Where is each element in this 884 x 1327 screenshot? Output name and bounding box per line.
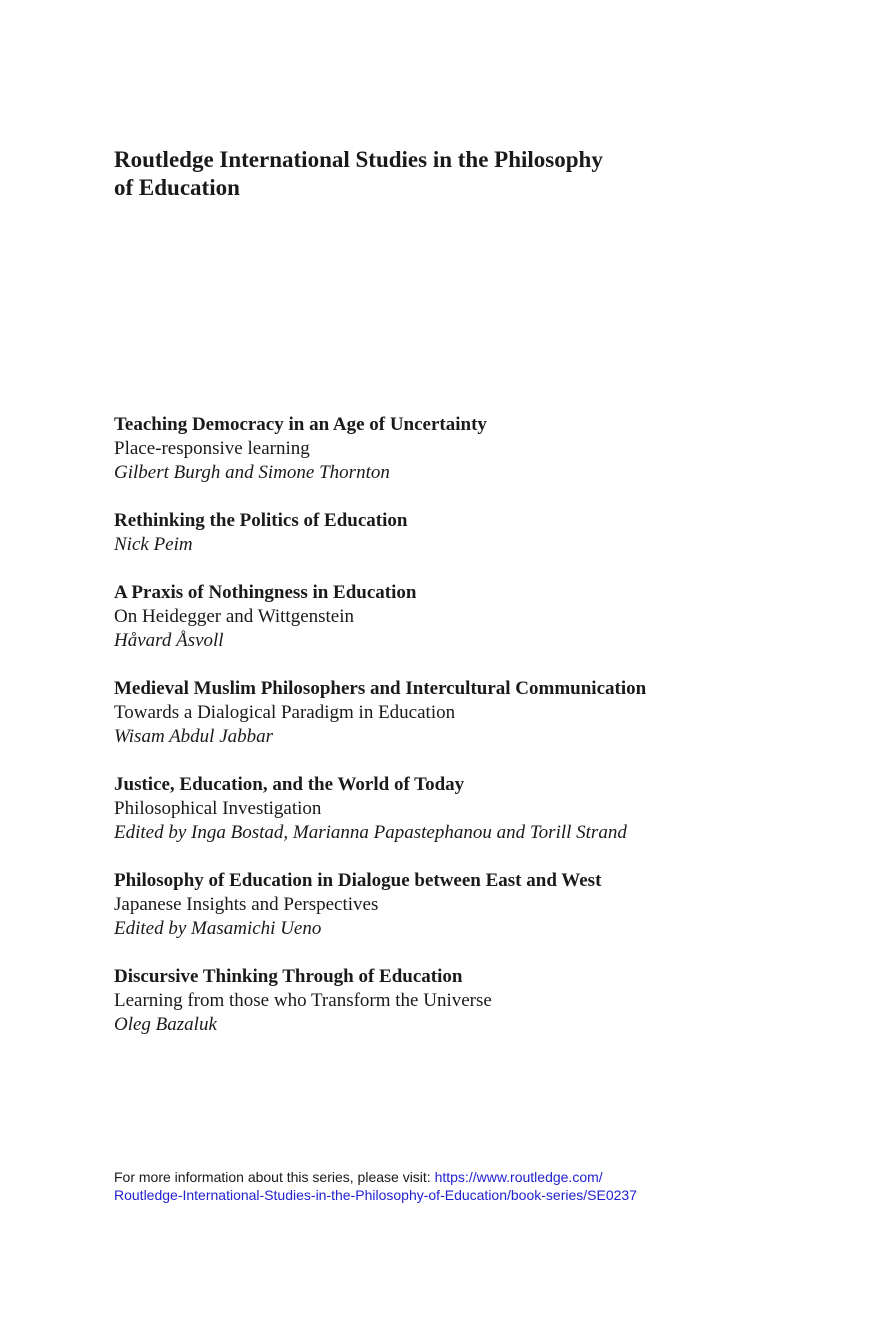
book-title: Rethinking the Politics of Education	[114, 510, 408, 531]
book-entry	[114, 869, 814, 941]
series-title	[114, 146, 714, 202]
book-author: Oleg Bazaluk	[114, 1014, 217, 1035]
book-author: Håvard Åsvoll	[114, 630, 224, 651]
book-subtitle: Learning from those who Transform the Universe	[114, 990, 492, 1011]
book-entry	[114, 773, 814, 845]
series-link-part-2[interactable]: Routledge-International-Studies-in-the-Philosophy-of-Education/book-series/SE0237	[114, 1187, 637, 1203]
book-author: Edited by Masamichi Ueno	[114, 918, 322, 939]
book-title: Philosophy of Education in Dialogue between East and West	[114, 870, 602, 891]
book-entry	[114, 965, 814, 1037]
book-entry	[114, 509, 814, 557]
book-title: Discursive Thinking Through of Education	[114, 966, 463, 987]
series-title-line-2: of Education	[114, 175, 240, 200]
book-title: Justice, Education, and the World of Today	[114, 774, 465, 795]
book-entry	[114, 677, 814, 749]
book-entry	[114, 413, 814, 485]
book-subtitle: Japanese Insights and Perspectives	[114, 894, 379, 915]
series-link-part-1[interactable]: https://www.routledge.com/	[434, 1169, 603, 1185]
book-author: Edited by Inga Bostad, Marianna Papastephanou and Torill Strand	[114, 822, 627, 843]
book-subtitle: Place-responsive learning	[114, 438, 310, 459]
book-subtitle: Towards a Dialogical Paradigm in Education	[114, 702, 456, 723]
book-title: A Praxis of Nothingness in Education	[114, 582, 417, 603]
book-author: Wisam Abdul Jabbar	[114, 726, 274, 747]
series-title-line-1: Routledge International Studies in the Philosophy	[114, 147, 603, 172]
book-subtitle: On Heidegger and Wittgenstein	[114, 606, 355, 627]
footer-text: For more information about this series, please visit:	[114, 1169, 435, 1185]
book-entry	[114, 581, 814, 653]
book-author: Gilbert Burgh and Simone Thornton	[114, 462, 390, 483]
book-title: Medieval Muslim Philosophers and Intercultural Communication	[114, 678, 647, 699]
series-info-footer	[114, 1168, 834, 1204]
book-subtitle: Philosophical Investigation	[114, 798, 322, 819]
book-title: Teaching Democracy in an Age of Uncertainty	[114, 414, 487, 435]
book-list	[114, 413, 814, 1061]
book-author: Nick Peim	[114, 534, 193, 555]
